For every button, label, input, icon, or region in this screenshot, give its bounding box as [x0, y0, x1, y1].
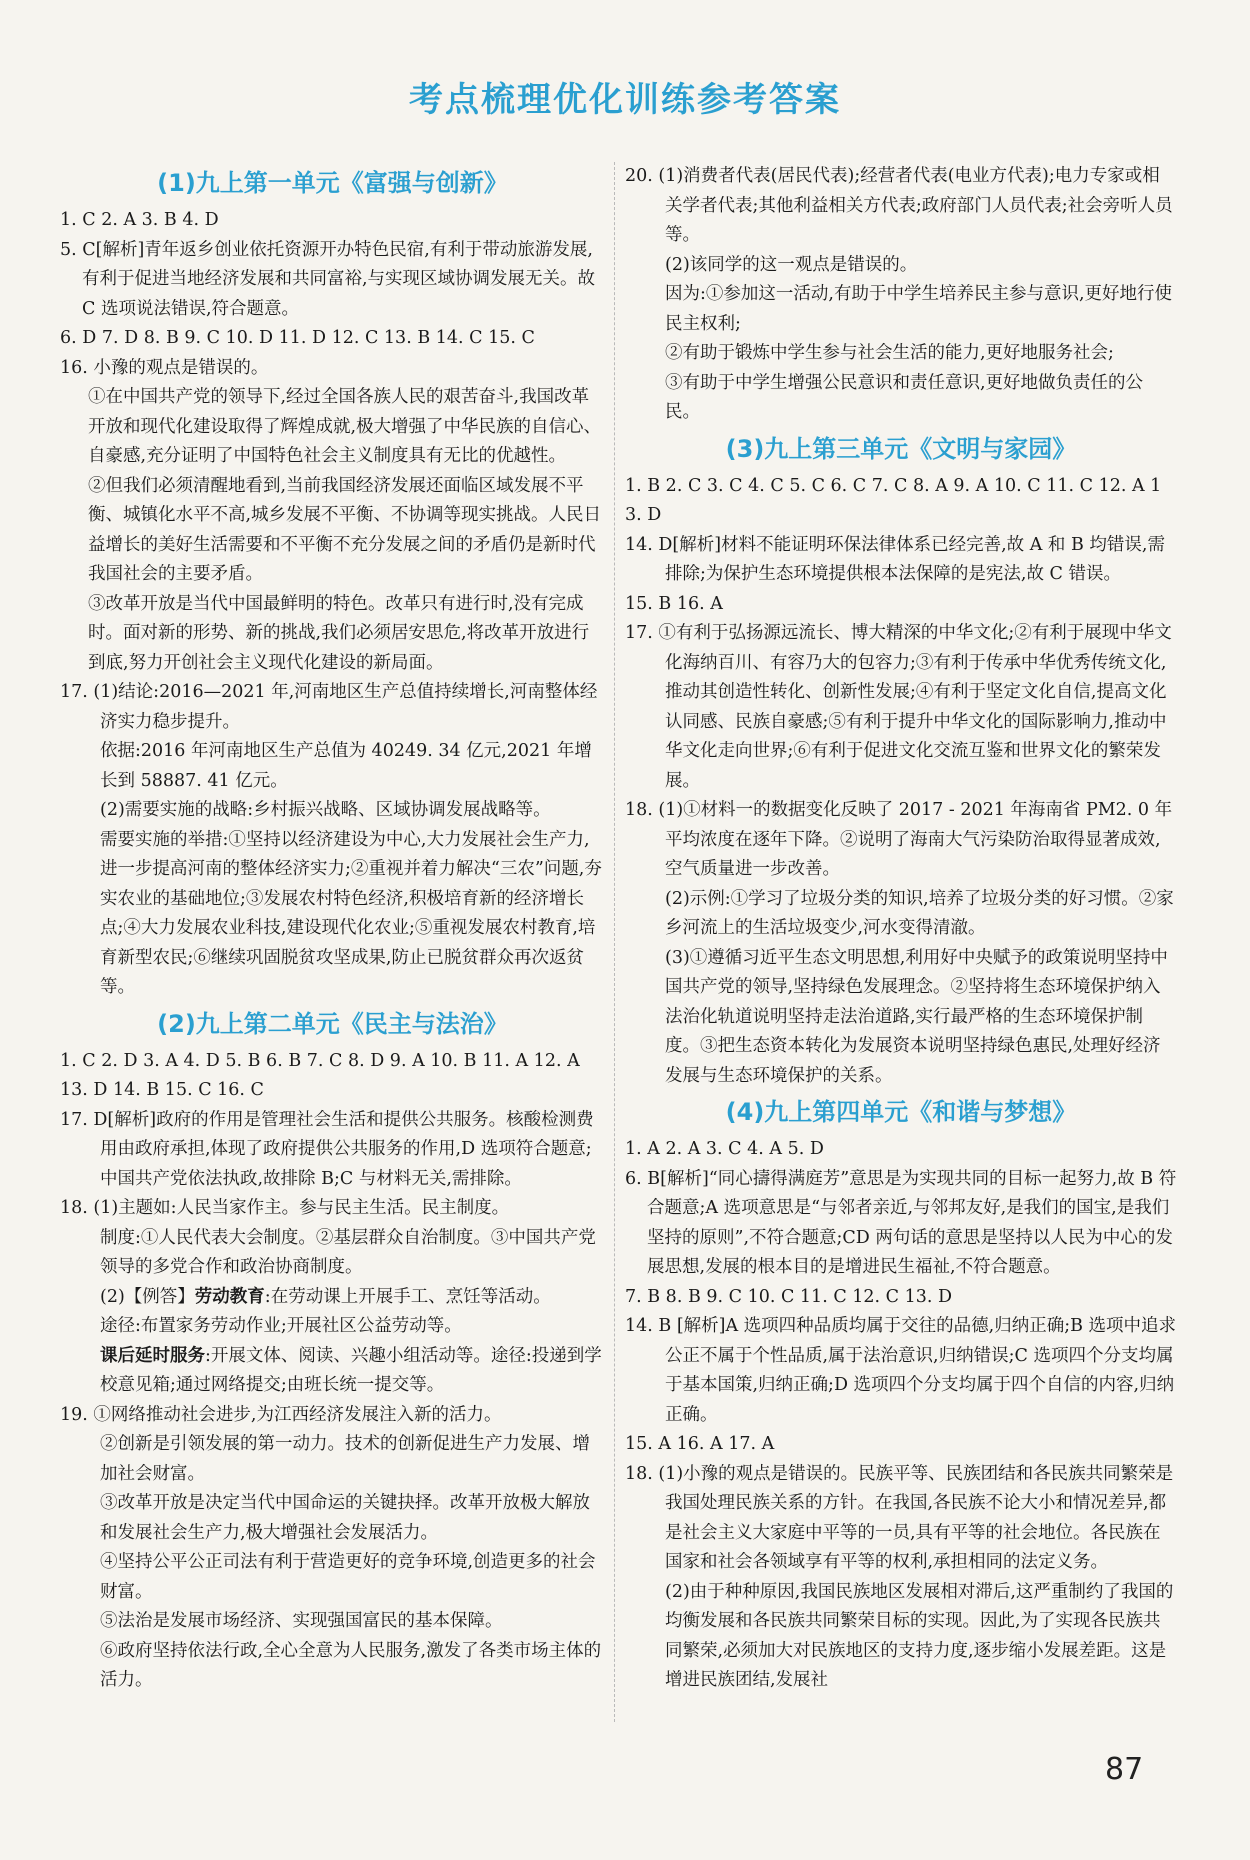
example-text: :在劳动课上开展手工、烹饪等活动。 — [264, 1286, 551, 1307]
answer-paragraph: ③改革开放是决定当代中国命运的关键抉择。改革开放极大解放和发展社会生产力,极大增强社会发展活力。 — [100, 1493, 590, 1543]
answer-paragraph: ⑤法治是发展市场经济、实现强国富民的基本保障。 — [100, 1611, 503, 1631]
answer-line: 1. B 2. C 3. C 4. C 5. C 6. C 7. C 8. A 9. A 10. C 11. C 12. A 13. D — [625, 475, 1162, 525]
section-title-unit-3: (3)九上第三单元《文明与家园》 — [725, 434, 1077, 463]
answer-paragraph: (2)需要实施的战略:乡村振兴战略、区域协调发展战略等。 — [100, 800, 551, 820]
answer-line: 1. A 2. A 3. C 4. A 5. D — [625, 1139, 824, 1159]
answer-line: 6. D 7. D 8. B 9. C 10. D 11. D 12. C 13. B 14. C 15. C — [60, 328, 535, 348]
topic-label: 课后延时服务 — [100, 1345, 205, 1366]
page-title: 考点梳理优化训练参考答案 — [409, 80, 841, 120]
answer-q18: 18. (1)主题如:人民当家作主。参与民主生活。民主制度。 — [60, 1198, 510, 1218]
answer-line: 15. B 16. A — [625, 593, 723, 614]
answer-paragraph: ③改革开放是当代中国最鲜明的特色。改革只有进行时,没有完成时。面对新的形势、新的挑战,我们必须居安思危,将改革开放进行到底,努力开创社会主义现代化建设的新局面。 — [88, 593, 590, 673]
answer-q20: 20. (1)消费者代表(居民代表);经营者代表(电业方代表);电力专家或相关学者代表;其他利益相关方代表;政府部门人员代表;社会旁听人员等。 — [625, 166, 1173, 245]
answer-q19: 19. ①网络推动社会进步,为江西经济发展注入新的活力。 — [60, 1404, 502, 1425]
answer-paragraph: 制度:①人民代表大会制度。②基层群众自治制度。③中国共产党领导的多党合作和政治协商制度。 — [100, 1227, 596, 1277]
answer-paragraph — [60, 1342, 605, 1401]
answer-line: 1. C 2. A 3. B 4. D — [60, 210, 219, 230]
column-divider — [614, 162, 615, 1722]
answer-paragraph: 需要实施的举措:①坚持以经济建设为中心,大力发展社会生产力,进一步提高河南的整体经济实力;②重视并着力解决“三农”问题,夯实农业的基础地位;③发展农村特色经济,积极培育新的经济增长点;④大力发展农业科技,建设现代化农业;⑤重视发展农村教育,培育新型农民;⑥继续巩固脱贫攻坚成果,防止已脱贫群众再次返贫等。 — [100, 829, 602, 997]
example-text: :开展文体、阅读、兴趣小组活动等。途径:投递到学校意见箱;通过网络提交;由班长统一提交等。 — [100, 1345, 602, 1395]
answer-paragraph: ③有助于中学生增强公民意识和责任意识,更好地做负责任的公民。 — [665, 372, 1144, 422]
answer-q6: 6. B[解析]“同心擣得满庭芳”意思是为实现共同的目标一起努力,故 B 符合题意;A 选项意思是“与邻者亲近,与邻邦友好,是我们的国宝,是我们坚持的原则”,不符合题意;CD 两句话的意思是坚持以人民为中心的发展思想,发展的根本目的是增进民生福祉,不符合题意。 — [625, 1168, 1177, 1277]
section-title-unit-4: (4)九上第四单元《和谐与梦想》 — [725, 1098, 1077, 1126]
answer-q18: 18. (1)①材料一的数据变化反映了 2017 - 2021 年海南省 PM2. 0 年平均浓度在逐年下降。②说明了海南大气污染防治取得显著成效,空气质量进一步改善。 — [625, 800, 1173, 879]
right-column — [625, 162, 1177, 1696]
page-number: 87 — [1105, 1752, 1144, 1787]
answer-paragraph: 途径:布置家务劳动作业;开展社区公益劳动等。 — [100, 1316, 462, 1336]
answer-q17: 17. (1)结论:2016—2021 年,河南地区生产总值持续增长,河南整体经济实力稳步提升。 — [60, 682, 598, 732]
answer-paragraph: ②但我们必须清醒地看到,当前我国经济发展还面临区域发展不平衡、城镇化水平不高,城乡发展不平衡、不协调等现实挑战。人民日益增长的美好生活需要和不平衡不充分发展之间的矛盾仍是新时代我国社会的主要矛盾。 — [88, 475, 602, 584]
answer-q17: 17. ①有利于弘扬源远流长、博大精深的中华文化;②有利于展现中华文化海纳百川、有容乃大的包容力;③有利于传承中华优秀传统文化,推动其创造性转化、创新性发展;④有利于坚定文化自信,提高文化认同感、民族自豪感;⑤有利于提升中华文化的国际影响力,推动中华文化走向世界;⑥有利于促进文化交流互鉴和世界文化的繁荣发展。 — [625, 623, 1172, 791]
answer-paragraph: ①在中国共产党的领导下,经过全国各族人民的艰苦奋斗,我国改革开放和现代化建设取得了辉煌成就,极大增强了中华民族的自信心、自豪感,充分证明了中国特色社会主义制度具有无比的优越性。 — [88, 387, 602, 466]
answer-paragraph: ⑥政府坚持依法行政,全心全意为人民服务,激发了各类市场主体的活力。 — [100, 1640, 602, 1690]
section-title-unit-2: (2)九上第二单元《民主与法治》 — [157, 1009, 508, 1038]
answer-paragraph: (2)示例:①学习了垃圾分类的知识,培养了垃圾分类的好习惯。②家乡河流上的生活垃圾变少,河水变得清澈。 — [665, 888, 1174, 938]
topic-label: 劳动教育 — [194, 1286, 265, 1307]
answer-line: 7. B 8. B 9. C 10. C 11. C 12. C 13. D — [625, 1286, 953, 1307]
example-label: (2)【例答】 — [100, 1286, 195, 1307]
answer-paragraph: ②有助于锻炼中学生参与社会生活的能力,更好地服务社会; — [665, 343, 1114, 363]
answer-paragraph: 因为:①参加这一活动,有助于中学生培养民主参与意识,更好地行使民主权利; — [665, 284, 1173, 334]
answer-q16: 16. 小豫的观点是错误的。 — [60, 357, 269, 378]
answer-q18: 18. (1)小豫的观点是错误的。民族平等、民族团结和各民族共同繁荣是我国处理民族关系的方针。在我国,各民族不论大小和情况差异,都是社会主义大家庭中平等的一员,具有平等的社会地位。各民族在国家和社会各领域享有平等的权利,承担相同的法定义务。 — [625, 1463, 1174, 1572]
answer-line: 1. C 2. D 3. A 4. D 5. B 6. B 7. C 8. D 9. A 10. B 11. A 12. A — [60, 1050, 580, 1071]
answer-q14: 14. B [解析]A 选项四种品质均属于交往的品德,归纳正确;B 选项中追求公正不属于个性品质,属于法治意识,归纳错误;C 选项四个分支均属于基本国策,归纳正确;D 选项四个分支均属于四个自信的内容,归纳正确。 — [625, 1316, 1177, 1425]
answer-paragraph — [60, 1283, 605, 1313]
answer-paragraph: ②创新是引领发展的第一动力。技术的创新促进生产力发展、增加社会财富。 — [100, 1434, 590, 1484]
answer-paragraph: (2)该同学的这一观点是错误的。 — [665, 254, 918, 275]
answer-line: 13. D 14. B 15. C 16. C — [60, 1080, 264, 1100]
answer-paragraph: (2)由于种种原因,我国民族地区发展相对滞后,这严重制约了我国的均衡发展和各民族共同繁荣目标的实现。因此,为了实现各民族共同繁荣,必须加大对民族地区的支持力度,逐步缩小发展差距。这是增进民族团结,发展社 — [665, 1581, 1174, 1690]
left-column — [60, 162, 605, 1696]
answer-paragraph: 依据:2016 年河南地区生产总值为 40249. 34 亿元,2021 年增长到 58887. 41 亿元。 — [100, 741, 592, 791]
answer-q5: 5. C[解析]青年返乡创业依托资源开办特色民宿,有利于带动旅游发展,有利于促进当地经济发展和共同富裕,与实现区域协调发展无关。故 C 选项说法错误,符合题意。 — [60, 239, 601, 319]
answer-paragraph: (3)①遵循习近平生态文明思想,利用好中央赋予的政策说明坚持中国共产党的领导,坚持绿色发展理念。②坚持将生态环境保护纳入法治化轨道说明坚持走法治道路,实行最严格的生态环境保护制度。③把生态资本转化为发展资本说明坚持绿色惠民,处理好经济发展与生态环境保护的关系。 — [665, 947, 1168, 1086]
answer-line: 15. A 16. A 17. A — [625, 1434, 775, 1454]
answer-q14: 14. D[解析]材料不能证明环保法律体系已经完善,故 A 和 B 均错误,需排除;为保护生态环境提供根本法保障的是宪法,故 C 错误。 — [625, 534, 1165, 584]
section-title-unit-1: (1)九上第一单元《富强与创新》 — [157, 169, 508, 197]
answer-q17: 17. D[解析]政府的作用是管理社会生活和提供公共服务。核酸检测费用由政府承担,体现了政府提供公共服务的作用,D 选项符合题意;中国共产党依法执政,故排除 B;C 与材料无关,需排除。 — [60, 1109, 594, 1189]
answer-paragraph: ④坚持公平公正司法有利于营造更好的竞争环境,创造更多的社会财富。 — [100, 1552, 596, 1602]
